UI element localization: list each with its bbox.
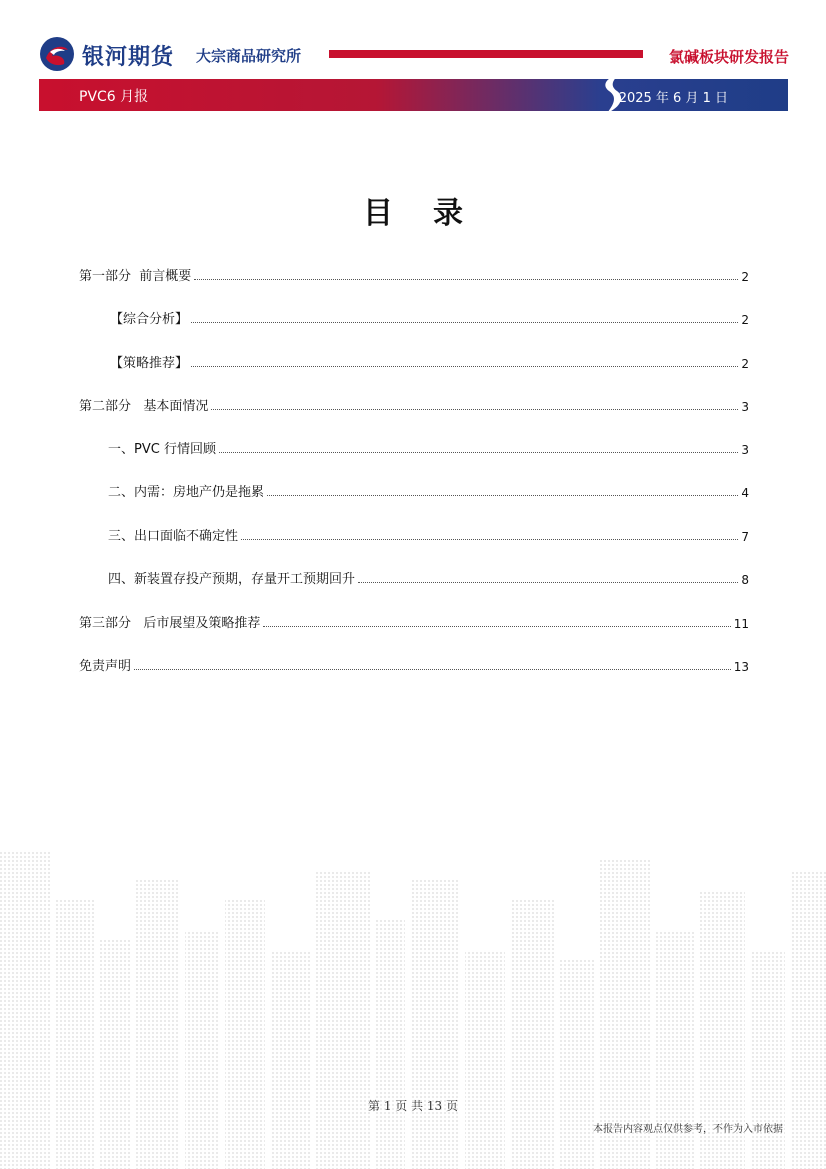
brand-name: 银河期货 <box>82 45 175 70</box>
toc-entry-label: 第三部分 后市展望及策略推荐 <box>79 616 261 631</box>
toc-leader <box>194 279 738 280</box>
galaxy-logo-icon <box>38 36 76 72</box>
toc-entry-label: 免责声明 <box>79 659 132 674</box>
toc-leader <box>263 626 730 627</box>
report-type: 氯碱板块研发报告 <box>668 48 789 66</box>
toc-leader <box>134 669 731 670</box>
toc-page-number: 7 <box>741 530 749 544</box>
toc-leader <box>211 409 738 410</box>
toc-page-number: 3 <box>741 443 749 457</box>
toc-leader <box>191 322 738 323</box>
toc-leader <box>219 452 738 453</box>
report-title: PVC6 月报 <box>79 89 149 105</box>
institute-name: 大宗商品研究所 <box>196 47 302 65</box>
toc-leader <box>267 495 738 496</box>
toc-entry[interactable] <box>108 567 749 587</box>
toc-entry-label: 一、PVC 行情回顾 <box>108 442 216 457</box>
report-header <box>0 0 826 115</box>
toc-entry[interactable] <box>108 437 749 457</box>
toc-entry-label: 第二部分 基本面情况 <box>79 399 209 414</box>
toc-entry[interactable] <box>108 524 749 544</box>
toc-entry-label: 【策略推荐】 <box>110 356 189 371</box>
toc-entry[interactable] <box>79 611 749 631</box>
toc-entry-label: 【综合分析】 <box>110 312 189 327</box>
report-date: 2025 年 6 月 1 日 <box>618 91 728 106</box>
toc-leader <box>191 366 738 367</box>
toc-page-number: 3 <box>741 400 749 414</box>
toc-page-number: 2 <box>741 313 749 327</box>
toc-entry-label: 二、内需：房地产仍是拖累 <box>108 485 265 500</box>
toc-leader <box>358 582 738 583</box>
page-number: 第 1 页 共 13 页 <box>368 1099 458 1113</box>
toc-page-number: 11 <box>733 617 749 631</box>
footer-disclaimer: 本报告内容观点仅供参考，不作为入市依据 <box>593 1124 783 1135</box>
toc-page-number: 4 <box>741 486 749 500</box>
toc-entry[interactable] <box>79 264 749 284</box>
toc-entry[interactable] <box>110 351 749 371</box>
toc-leader <box>241 539 738 540</box>
toc-title: 目录 <box>363 196 503 231</box>
toc-entry[interactable] <box>110 307 749 327</box>
toc-entry-label: 第一部分 前言概要 <box>79 269 192 284</box>
toc-entry-label: 四、新装置存投产预期，存量开工预期回升 <box>108 572 356 587</box>
toc-page-number: 2 <box>741 270 749 284</box>
toc-entry[interactable] <box>79 394 749 414</box>
toc-entry[interactable] <box>79 654 749 674</box>
toc-page-number: 2 <box>741 357 749 371</box>
header-divider <box>329 50 643 58</box>
toc-entry-label: 三、出口面临不确定性 <box>108 529 239 544</box>
title-banner <box>39 79 788 111</box>
toc-entry[interactable] <box>108 480 749 500</box>
toc-page-number: 8 <box>741 573 749 587</box>
toc-page-number: 13 <box>733 660 749 674</box>
